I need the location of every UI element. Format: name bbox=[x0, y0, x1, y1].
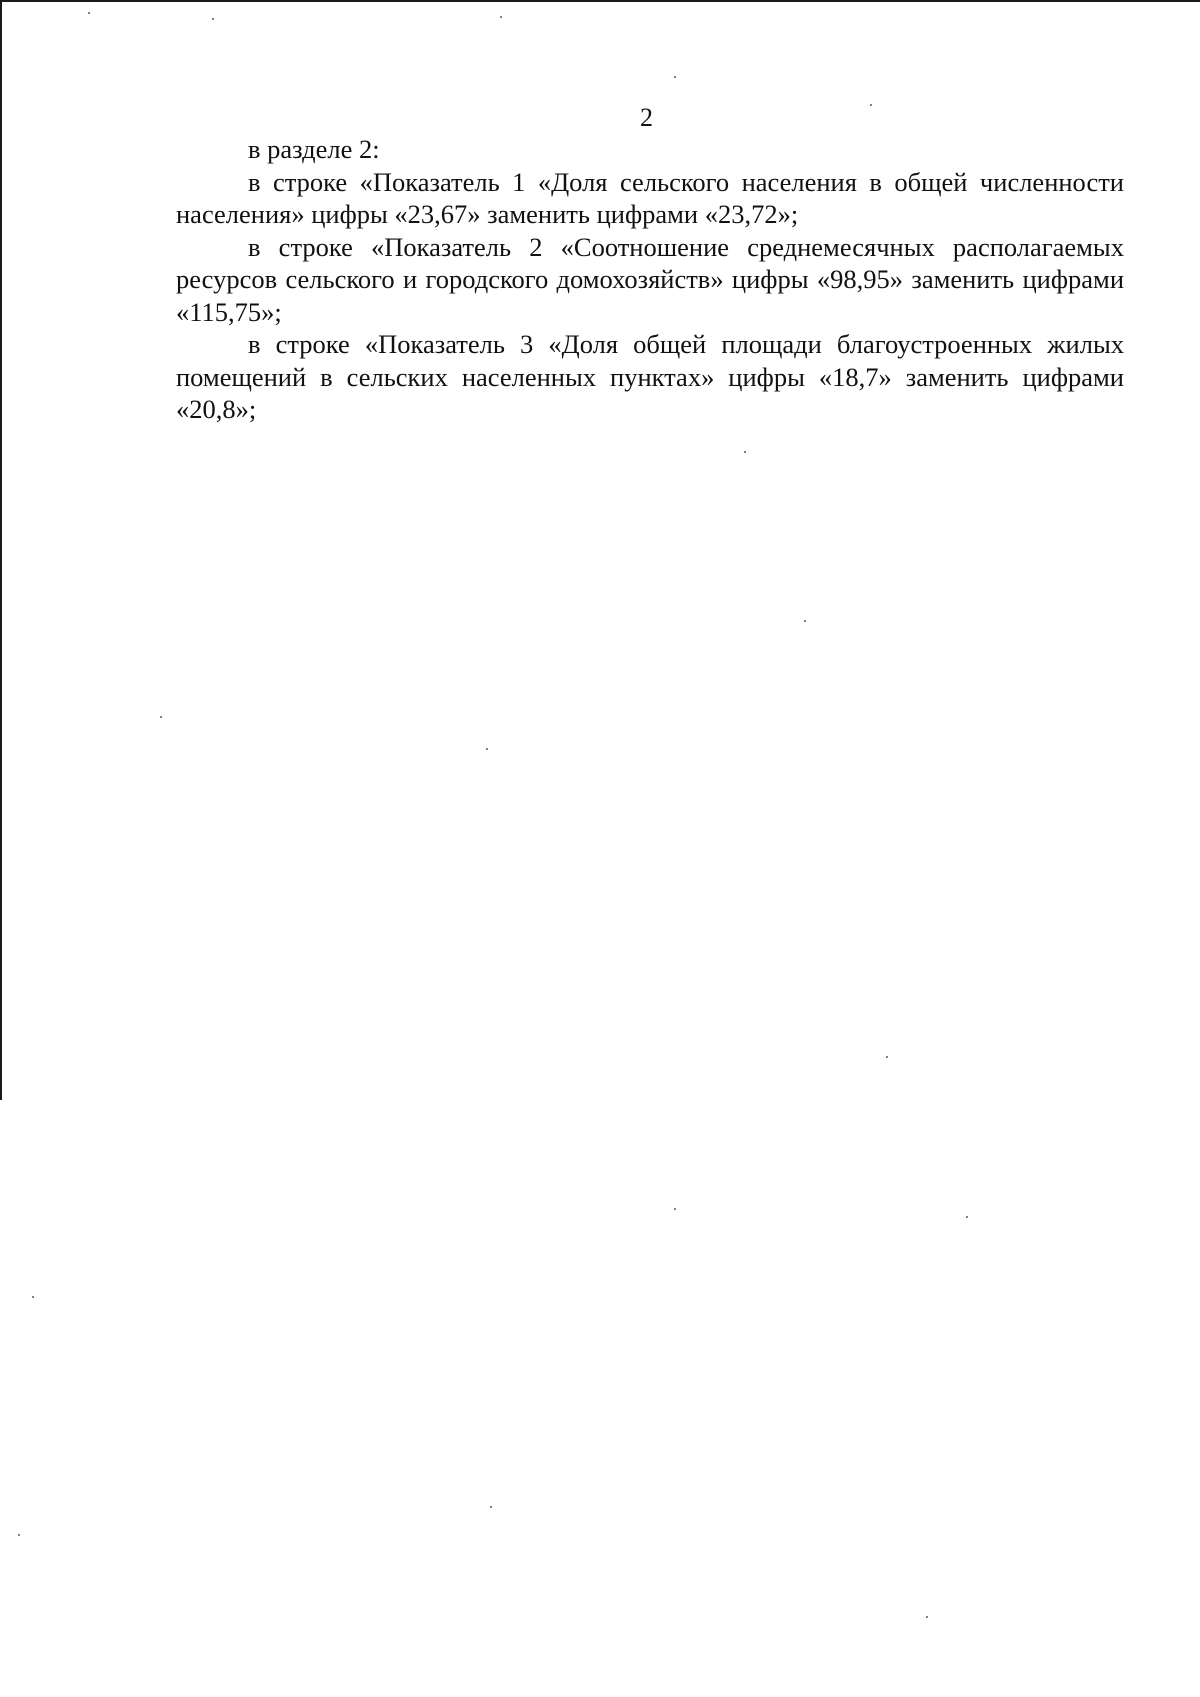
scan-speck bbox=[486, 748, 488, 750]
scan-speck bbox=[870, 104, 872, 106]
scan-speck bbox=[500, 16, 502, 18]
scan-speck bbox=[804, 620, 806, 622]
document-body bbox=[176, 133, 1124, 426]
scan-speck bbox=[212, 18, 214, 20]
scan-speck bbox=[744, 451, 746, 453]
scan-speck bbox=[88, 12, 90, 14]
scan-speck bbox=[18, 1534, 20, 1536]
scan-border-top bbox=[0, 0, 1200, 2]
scan-speck bbox=[674, 76, 676, 78]
scan-speck bbox=[160, 716, 162, 718]
scan-border-left bbox=[0, 0, 2, 1100]
scan-speck bbox=[32, 1296, 34, 1298]
section-heading-paragraph: в разделе 2: bbox=[248, 134, 380, 164]
amendment-paragraph-indicator-3: в строке «Показатель 3 «Доля общей площади благоустроенных жилых помещений в сельских населенных пунктах» цифры «18,7» заменить цифрами «20,8»; bbox=[176, 329, 1124, 424]
amendment-paragraph-indicator-1: в строке «Показатель 1 «Доля сельского населения в общей численности населения» цифры «23,67» заменить цифрами «23,72»; bbox=[176, 166, 1124, 229]
scan-speck bbox=[966, 1216, 968, 1218]
scan-speck bbox=[886, 1056, 888, 1058]
scan-speck bbox=[926, 1616, 928, 1618]
page-number: 2 bbox=[640, 103, 653, 132]
scan-speck bbox=[674, 1208, 676, 1210]
amendment-paragraph-indicator-2: в строке «Показатель 2 «Соотношение среднемесячных располагаемых ресурсов сельского и городского домохозяйств» цифры «98,95» заменить цифрами «115,75»; bbox=[176, 231, 1124, 327]
scan-speck bbox=[490, 1506, 492, 1508]
